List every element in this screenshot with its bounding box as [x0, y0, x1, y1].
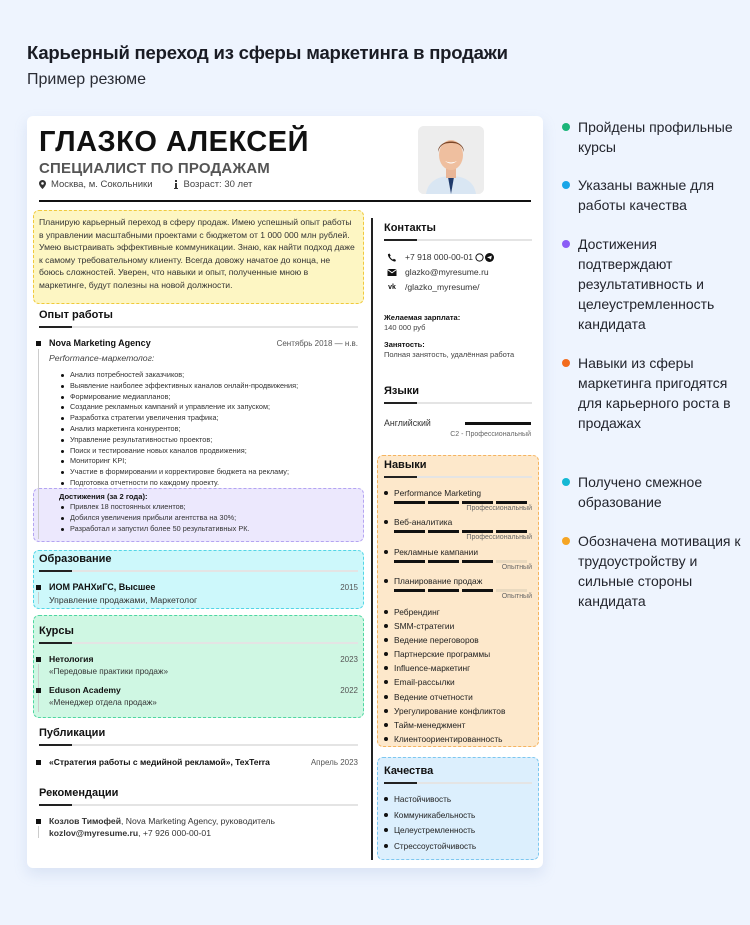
page-title: Карьерный переход из сферы маркетинга в продажи [27, 42, 508, 63]
salary-value: 140 000 руб [384, 323, 426, 332]
legend-text: Обозначена мотивация к трудоустройству и сильные стороны кандидата [578, 533, 741, 609]
education-program: Управление продажами, Маркетолог [49, 595, 198, 605]
candidate-meta [39, 179, 252, 190]
education-year: 2015 [340, 583, 358, 592]
age: Возраст: 30 лет [183, 179, 253, 190]
section-divider [384, 402, 532, 404]
skill-level: Опытный [501, 563, 532, 571]
legend-item [562, 175, 742, 215]
contact-email [387, 267, 489, 277]
section-title-education: Образование [39, 553, 112, 565]
course-name: «Передовые практики продаж» [49, 667, 169, 676]
skill-level: Профессиональный [466, 504, 532, 512]
legend-text: Достижения подтверждают результативность и целеустремленность кандидата [578, 236, 715, 332]
section-divider [39, 642, 358, 644]
skill-level: Опытный [501, 592, 532, 600]
page-subtitle: Пример резюме [27, 71, 147, 88]
skill-level-bars [394, 530, 527, 533]
entry-timeline [38, 349, 39, 539]
entry-timeline [38, 592, 39, 604]
quality-item: Настойчивость [384, 792, 476, 808]
skill-item: Урегулирование конфликтов [384, 704, 505, 718]
candidate-name: ГЛАЗКО АЛЕКСЕЙ [39, 126, 309, 158]
quality-item: Целеустремленность [384, 823, 476, 839]
phone-number: +7 918 000-00-01 [405, 252, 474, 262]
language-name: Английский [384, 418, 431, 428]
course-name: «Менеджер отдела продаж» [49, 698, 157, 707]
legend-dot-cyan [562, 478, 570, 486]
duty-item: Анализ маркетинга конкурентов; [61, 424, 298, 435]
legend-text: Навыки из сферы маркетинга пригодятся для карьерного роста в продажах [578, 355, 731, 431]
recommender-email[interactable]: kozlov@myresume.ru [49, 828, 139, 838]
entry-bullet [36, 819, 41, 824]
experience-duties [61, 370, 298, 489]
whatsapp-icon [475, 253, 484, 262]
recommender-name: Козлов Тимофей [49, 816, 121, 826]
section-title-qualities: Качества [384, 765, 434, 777]
skills-list [384, 605, 505, 746]
entry-bullet [36, 688, 41, 693]
skill-item: Тайм-менеджмент [384, 718, 505, 732]
summary-text: Планирую карьерный переход в сферу продаж. Имею успешный опыт работы в управлении масштабными проектами с бюджетом от 1 000 000 млн рублей. Умею выстраивать эффективные коммуникации. Знаю, как найти подход даже к самому требовательному клиенту. Всегда довожу начатое до конца, не боюсь сложностей. Уверен, что навыки и опыт, полученные мною в маркетинге, будут полезны на новой должности. [39, 217, 355, 290]
language-level-bar [465, 422, 531, 425]
achievements-list [61, 502, 250, 534]
vk-link[interactable]: /glazko_myresume/ [405, 282, 480, 292]
legend-dot-blue [562, 181, 570, 189]
duty-item: Мониторинг KPI; [61, 456, 298, 467]
legend-item [562, 117, 742, 157]
skill-item: Партнерские программы [384, 647, 505, 661]
section-divider [39, 570, 358, 572]
recommendation-contact [49, 828, 211, 838]
section-divider [39, 744, 358, 746]
column-divider [371, 218, 373, 860]
section-title-courses: Курсы [39, 625, 74, 637]
experience-company: Nova Marketing Agency [49, 338, 151, 348]
map-pin-icon [39, 180, 46, 189]
skill-item: Email-рассылки [384, 675, 505, 689]
skill-item: SMM-стратегии [384, 619, 505, 633]
entry-bullet [36, 760, 41, 765]
telegram-icon [485, 253, 494, 262]
entry-bullet [36, 585, 41, 590]
duty-item: Участие в формировании и корректировке бюджета на рекламу; [61, 467, 298, 478]
skill-name: Веб-аналитика [384, 517, 532, 527]
section-title-experience: Опыт работы [39, 309, 113, 321]
legend-text: Пройдены профильные курсы [578, 119, 733, 155]
section-title-recommendations: Рекомендации [39, 787, 119, 799]
entry-bullet [36, 341, 41, 346]
skill-name: Рекламные кампании [384, 547, 532, 557]
employment-label: Занятость: [384, 340, 425, 349]
skill-item: Ведение отчетности [384, 690, 505, 704]
location: Москва, м. Сокольники [51, 179, 153, 190]
recommendation-line [49, 816, 275, 826]
publication-title: «Стратегия работы с медийной рекламой», TexTerra [49, 757, 270, 767]
entry-timeline [38, 826, 39, 838]
contact-vk [387, 282, 480, 292]
skill-item: Ребрендинг [384, 605, 505, 619]
achievement-item: Привлек 18 постоянных клиентов; [61, 502, 250, 513]
experience-dates: Сентябрь 2018 — н.в. [276, 339, 358, 348]
quality-item: Стрессоустойчивость [384, 839, 476, 855]
candidate-position: СПЕЦИАЛИСТ ПО ПРОДАЖАМ [39, 160, 270, 177]
email-link[interactable]: glazko@myresume.ru [405, 267, 489, 277]
skill-item: Клиентоориентированность [384, 732, 505, 746]
course-year: 2023 [340, 655, 358, 664]
section-title-languages: Языки [384, 385, 420, 397]
legend-text: Получено смежное образование [578, 474, 703, 510]
skill-name: Performance Marketing [384, 488, 532, 498]
legend-dot-purple [562, 240, 570, 248]
duty-item: Анализ потребностей заказчиков; [61, 370, 298, 381]
section-title-contacts: Контакты [384, 222, 436, 234]
legend-item [562, 531, 742, 611]
skill-rated [384, 547, 532, 571]
publication-date: Апрель 2023 [310, 758, 358, 767]
section-divider [384, 239, 532, 241]
course-year: 2022 [340, 686, 358, 695]
quality-item: Коммуникабельность [384, 808, 476, 824]
skill-item: Ведение переговоров [384, 633, 505, 647]
skill-level-bars [394, 589, 527, 592]
contact-phone [387, 252, 494, 262]
recommender-details: , Nova Marketing Agency, руководитель [120, 816, 275, 826]
duty-item: Разработка стратегии увеличения трафика; [61, 413, 298, 424]
duty-item: Создание рекламных кампаний и управление их запуском; [61, 402, 298, 413]
legend-item [562, 472, 742, 512]
duty-item: Управление результативностью проектов; [61, 435, 298, 446]
phone-icon [387, 253, 397, 262]
duty-item: Поиск и тестирование новых каналов продвижения; [61, 446, 298, 457]
section-divider [39, 326, 358, 328]
skill-rated [384, 576, 532, 600]
resume-card [27, 116, 543, 868]
section-divider [384, 476, 532, 478]
legend-item [562, 234, 742, 334]
candidate-photo [418, 126, 484, 194]
section-divider [39, 804, 358, 806]
course-school: Eduson Academy [49, 685, 121, 695]
skill-rated [384, 517, 532, 541]
recommender-phone: , +7 926 000-00-01 [138, 828, 211, 838]
entry-bullet [36, 657, 41, 662]
skill-rated [384, 488, 532, 512]
qualities-list [384, 792, 476, 854]
header-divider [39, 200, 531, 202]
duty-item: Формирование медиапланов; [61, 392, 298, 403]
skill-name: Планирование продаж [384, 576, 532, 586]
duty-item: Выявление наиболее эффективных каналов онлайн-продвижения; [61, 381, 298, 392]
section-title-skills: Навыки [384, 459, 427, 471]
legend-dot-amber [562, 537, 570, 545]
legend-item [562, 353, 742, 433]
education-school: ИОМ РАНХиГС, Высшее [49, 582, 156, 592]
language-level: C2 - Профессиональный [450, 431, 531, 438]
section-title-publications: Публикации [39, 727, 106, 739]
legend-text: Указаны важные для работы качества [578, 177, 715, 213]
mail-icon [387, 269, 397, 276]
salary-label: Желаемая зарплата: [384, 313, 461, 322]
achievement-item: Разработал и запустил более 50 результативных РК. [61, 524, 250, 535]
legend-dot-orange [562, 359, 570, 367]
achievement-item: Добился увеличения прибыли агентства на 30%; [61, 513, 250, 524]
skill-level-bars [394, 560, 527, 563]
skill-level-bars [394, 501, 527, 504]
section-divider [384, 782, 532, 784]
duty-item: Подготовка отчетности по каждому проекту. [61, 478, 298, 489]
legend-dot-green [562, 123, 570, 131]
skill-level: Профессиональный [466, 533, 532, 541]
skill-item: Influence-маркетинг [384, 661, 505, 675]
employment-value: Полная занятость, удалённая работа [384, 350, 515, 359]
achievements-title: Достижения (за 2 года): [59, 492, 148, 501]
info-icon [173, 180, 179, 189]
course-school: Нетология [49, 654, 94, 664]
experience-role: Performance-маркетолог: [49, 353, 155, 363]
vk-icon: vk [388, 283, 396, 291]
